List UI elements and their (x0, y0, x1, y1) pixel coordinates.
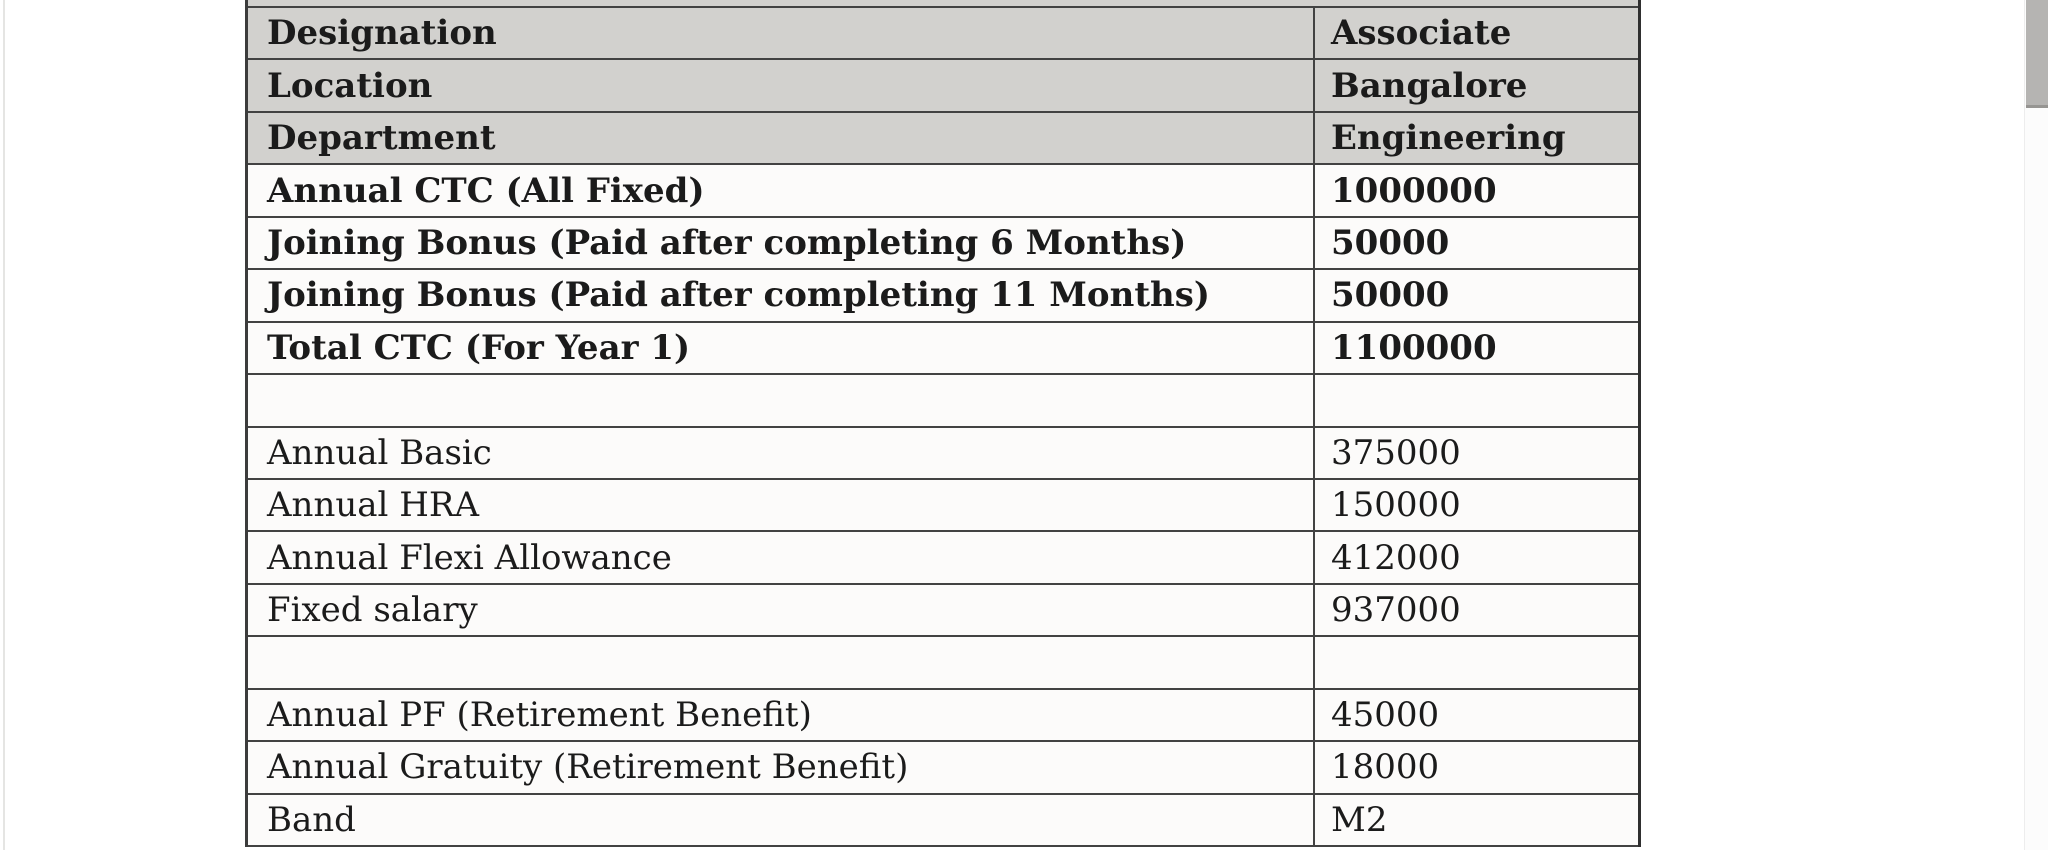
row-value: M2 (1331, 799, 1388, 840)
row-label: Annual PF (Retirement Benefit) (248, 690, 1315, 740)
table-row-partial-top (248, 0, 1638, 8)
row-label: Fixed salary (248, 585, 1315, 635)
table-row-fixed-salary (248, 585, 1638, 637)
table-row-department (248, 113, 1638, 165)
table-row-designation (248, 8, 1638, 60)
row-label: Total CTC (For Year 1) (248, 323, 1315, 373)
row-label: Band (248, 795, 1315, 845)
row-value (1315, 637, 1638, 687)
row-value: 412000 (1331, 537, 1461, 578)
row-value: 150000 (1331, 485, 1461, 526)
row-label: Joining Bonus (Paid after completing 11 Months) (248, 270, 1315, 320)
table-row-joining-bonus-11-months (248, 270, 1638, 322)
row-value: Bangalore (1331, 65, 1528, 106)
row-label: Department (248, 113, 1315, 163)
table-row-annual-hra (248, 480, 1638, 532)
row-value: Engineering (1331, 118, 1566, 159)
row-label: Joining Bonus (Paid after completing 6 Months) (248, 218, 1315, 268)
row-value (1315, 375, 1638, 425)
row-value: 1100000 (1331, 327, 1497, 368)
row-label: Annual CTC (All Fixed) (248, 165, 1315, 215)
row-value: 375000 (1331, 432, 1461, 473)
table-row-annual-ctc (248, 165, 1638, 217)
table-row-joining-bonus-6-months (248, 218, 1638, 270)
table-row-empty-1 (248, 375, 1638, 427)
row-value: 50000 (1331, 222, 1450, 263)
row-value: 18000 (1331, 747, 1440, 788)
row-label: Designation (248, 8, 1315, 58)
row-label: Annual Flexi Allowance (248, 532, 1315, 582)
page-left-edge-divider (3, 0, 5, 850)
row-label: Location (248, 60, 1315, 110)
compensation-table (245, 0, 1641, 847)
table-row-total-ctc (248, 323, 1638, 375)
scrollbar-thumb[interactable] (2026, 0, 2048, 108)
table-row-annual-pf (248, 690, 1638, 742)
row-value: Associate (1331, 13, 1512, 54)
table-row-empty-2 (248, 637, 1638, 689)
table-row-annual-gratuity (248, 742, 1638, 794)
row-value: 1000000 (1331, 170, 1497, 211)
row-value: 937000 (1331, 590, 1461, 631)
row-label: Annual Gratuity (Retirement Benefit) (248, 742, 1315, 792)
table-row-annual-flexi-allowance (248, 532, 1638, 584)
vertical-scrollbar[interactable] (2024, 0, 2048, 850)
table-row-location (248, 60, 1638, 112)
row-value: 50000 (1331, 275, 1450, 316)
row-label: Annual Basic (248, 428, 1315, 478)
row-label (248, 375, 1315, 425)
table-row-band (248, 795, 1638, 847)
row-label: Annual HRA (248, 480, 1315, 530)
table-row-annual-basic (248, 428, 1638, 480)
row-value: 45000 (1331, 694, 1440, 735)
row-label (248, 637, 1315, 687)
